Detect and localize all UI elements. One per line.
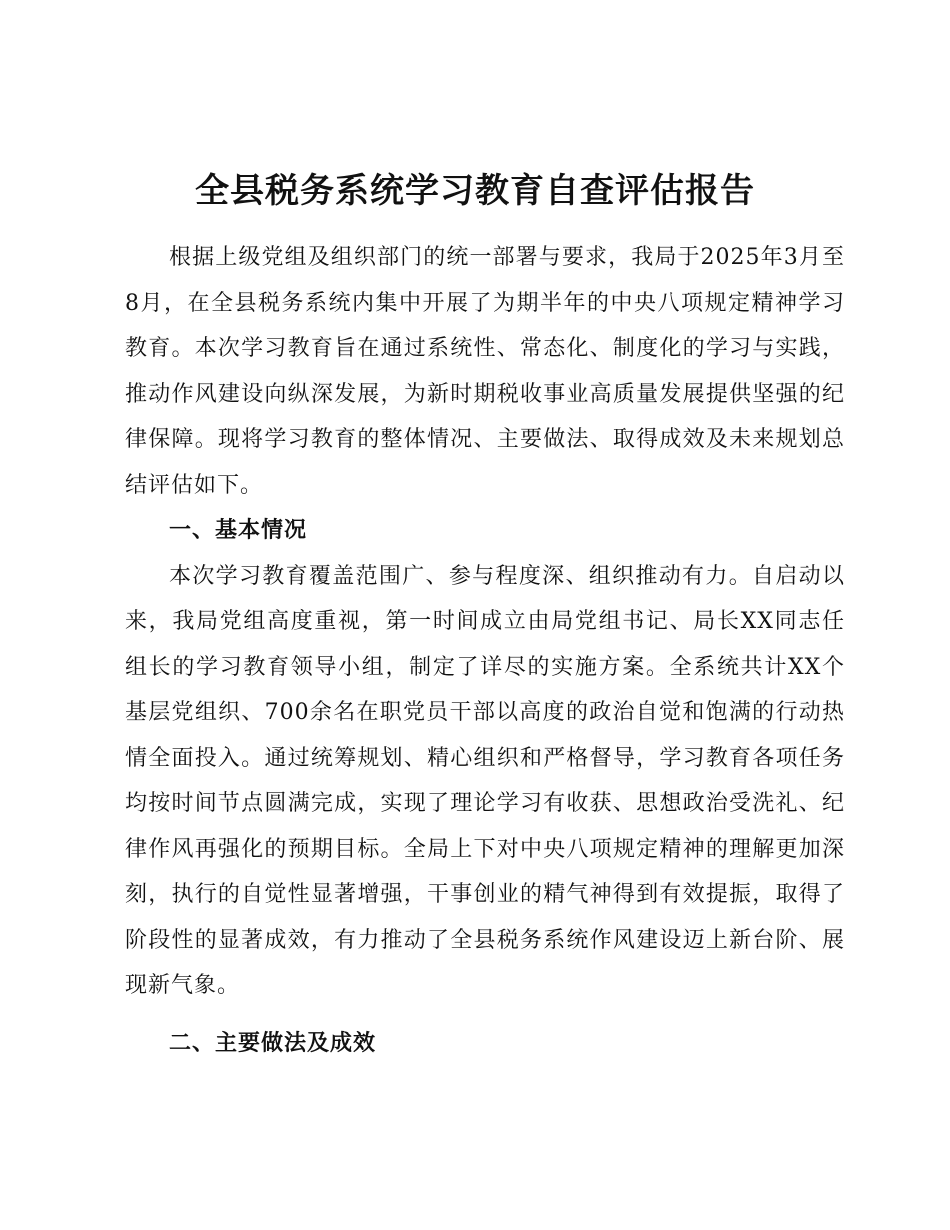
section-heading-main-practices: 二、主要做法及成效 [169,1030,377,1056]
section-basic-situation-paragraph: 本次学习教育覆盖范围广、参与程度深、组织推动有力。自启动以来，我局党组高度重视，第一时间成立由局党组书记、局长XX同志任组长的学习教育领导小组，制定了详尽的实施方案。全系统共计XX个基层党组织、700余名在职党员干部以高度的政治自觉和饱满的行动热情全面投入。通过统筹规划、精心组织和严格督导，学习教育各项任务均按时间节点圆满完成，实现了理论学习有收获、思想政治受洗礼、纪律作风再强化的预期目标。全局上下对中央八项规定精神的理解更加深刻，执行的自觉性显著增强，干事创业的精气神得到有效提振，取得了阶段性的显著成效，有力推动了全县税务系统作风建设迈上新台阶、展现新气象。 [125,563,845,998]
document-body [125,235,845,1066]
document-title: 全县税务系统学习教育自查评估报告 [195,171,755,211]
section-heading-basic-situation: 一、基本情况 [169,518,308,543]
intro-paragraph: 根据上级党组及组织部门的统一部署与要求，我局于2025年3月至8月，在全县税务系统内集中开展了为期半年的中央八项规定精神学习教育。本次学习教育旨在通过系统性、常态化、制度化的学习与实践，推动作风建设向纵深发展，为新时期税收事业高质量发展提供坚强的纪律保障。现将学习教育的整体情况、主要做法、取得成效及未来规划总结评估如下。 [125,245,845,498]
